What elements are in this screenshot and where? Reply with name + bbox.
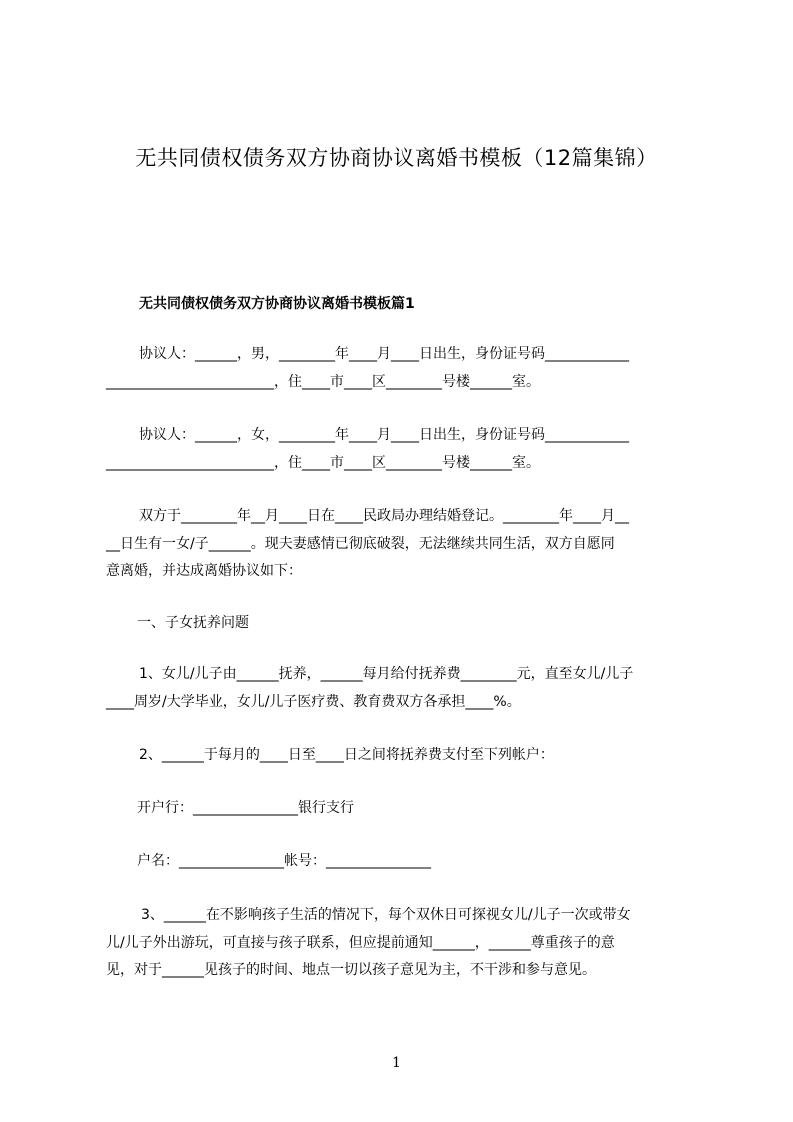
paragraph-line: 3、______在不影响孩子生活的情况下，每个双休日可探视女儿/儿子一次或带女 <box>141 907 631 923</box>
paragraph-line: 2、______于每月的____日至____日之间将抚养费支付至下列帐户： <box>139 747 554 763</box>
paragraph-line: 儿/儿子外出游玩，可直接与孩子联系，但应提前通知______，______尊重孩子的意 <box>106 935 615 951</box>
paragraph-line: 协议人：______，女，________年____月____日出生，身份证号码____________ <box>139 427 629 443</box>
subsection-heading: 一、子女抚养问题 <box>137 615 249 631</box>
paragraph-line: 1、女儿/儿子由______抚养，______每月给付抚养费________元，直至女儿/儿子 <box>139 666 634 682</box>
paragraph-line: 协议人：______，男，________年____月____日出生，身份证号码____________ <box>139 346 629 362</box>
paragraph-line: __日生有一女/子______。现夫妻感情已彻底破裂，无法继续共同生活，双方自愿同 <box>106 536 615 552</box>
section-title: 无共同债权债务双方协商协议离婚书模板篇1 <box>139 296 415 312</box>
document-title: 无共同债权债务双方协商协议离婚书模板（12篇集锦） <box>135 146 658 170</box>
paragraph-line: 户名：_______________帐号：_______________ <box>137 853 431 869</box>
paragraph-line: ________________________，住____市____区________号楼______室。 <box>106 455 540 471</box>
paragraph-line: 开户行：_______________银行支行 <box>137 800 354 816</box>
paragraph-line: ____周岁/大学毕业，女儿/儿子医疗费、教育费双方各承担____%。 <box>106 694 521 710</box>
paragraph-line: ________________________，住____市____区________号楼______室。 <box>106 374 540 390</box>
paragraph-line: 双方于________年__月____日在____民政局办理结婚登记。________年____月__ <box>139 508 629 524</box>
paragraph-line: 见，对于______见孩子的时间、地点一切以孩子意见为主，不干涉和参与意见。 <box>106 962 596 978</box>
paragraph-line: 意离婚，并达成离婚协议如下： <box>106 563 302 579</box>
page-number: 1 <box>392 1055 401 1071</box>
